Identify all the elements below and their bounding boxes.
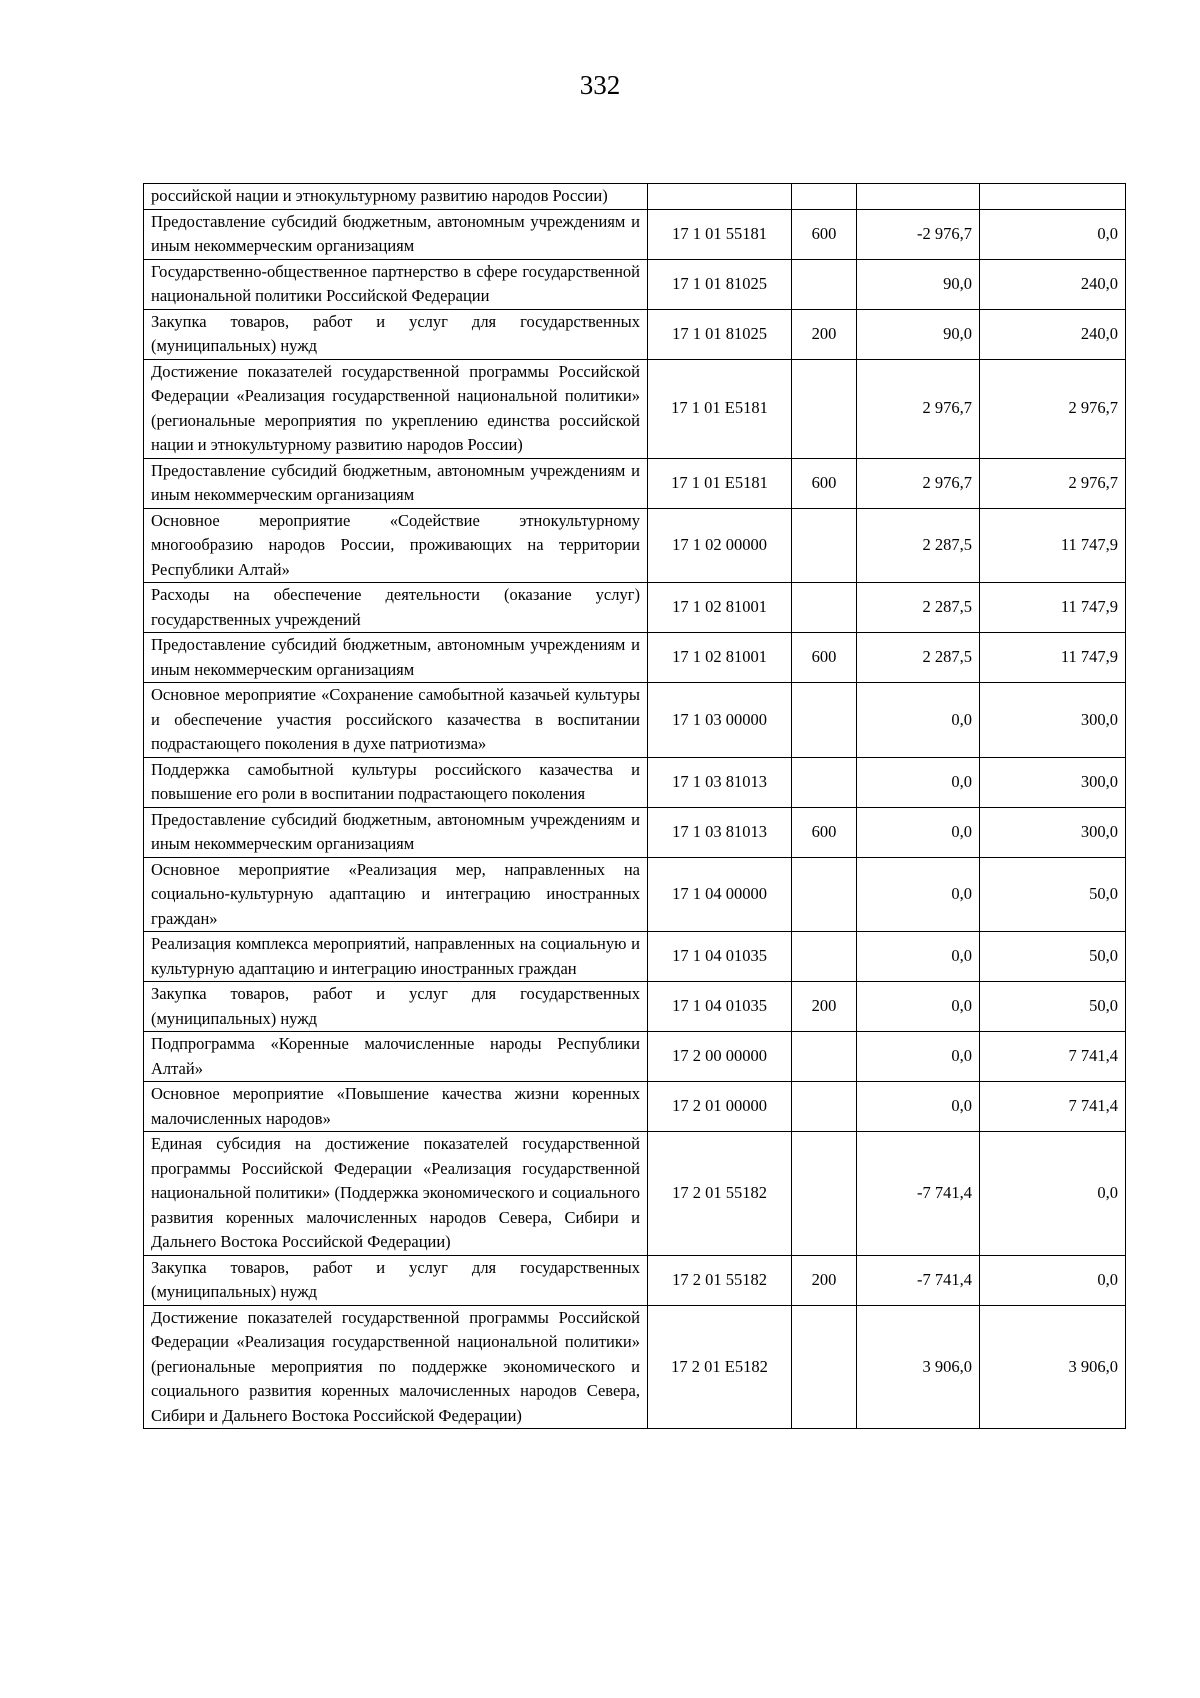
row-amount-year-1: 0,0	[857, 1082, 980, 1132]
row-expense-type: 200	[792, 309, 857, 359]
row-amount-year-1: 0,0	[857, 857, 980, 932]
row-description: Достижение показателей государственной программы Российской Федерации «Реализация государственной национальной политики» (региональные мероприятия по поддержке экономического и социального развития коренных малочисленных народов Севера, Сибири и Дальнего Востока Российской Федерации)	[144, 1305, 648, 1429]
row-description: Достижение показателей государственной программы Российской Федерации «Реализация государственной национальной политики» (региональные мероприятия по укреплению единства российской нации и этнокультурному развитию народов России)	[144, 359, 648, 458]
row-description: Основное мероприятие «Реализация мер, направленных на социально-культурную адаптацию и интеграцию иностранных граждан»	[144, 857, 648, 932]
row-description: Закупка товаров, работ и услуг для государственных (муниципальных) нужд	[144, 309, 648, 359]
row-amount-year-1: 2 976,7	[857, 458, 980, 508]
row-description: Реализация комплекса мероприятий, направленных на социальную и культурную адаптацию и интеграцию иностранных граждан	[144, 932, 648, 982]
row-amount-year-2: 11 747,9	[980, 508, 1126, 583]
row-target-code: 17 1 04 01035	[648, 932, 792, 982]
row-expense-type	[792, 683, 857, 758]
row-target-code: 17 1 02 81001	[648, 633, 792, 683]
table-row	[144, 757, 1126, 807]
row-description: Подпрограмма «Коренные малочисленные народы Республики Алтай»	[144, 1032, 648, 1082]
row-target-code: 17 1 01 E5181	[648, 458, 792, 508]
table-row	[144, 807, 1126, 857]
row-expense-type	[792, 508, 857, 583]
row-amount-year-1: 2 287,5	[857, 633, 980, 683]
row-amount-year-1: 90,0	[857, 259, 980, 309]
row-target-code: 17 1 01 E5181	[648, 359, 792, 458]
row-amount-year-2: 0,0	[980, 1132, 1126, 1256]
row-expense-type	[792, 1032, 857, 1082]
row-amount-year-1	[857, 184, 980, 210]
table-row	[144, 1082, 1126, 1132]
row-amount-year-2: 0,0	[980, 1255, 1126, 1305]
row-amount-year-2: 50,0	[980, 932, 1126, 982]
budget-table-body	[144, 184, 1126, 1429]
table-row	[144, 1032, 1126, 1082]
row-amount-year-2	[980, 184, 1126, 210]
row-description: Предоставление субсидий бюджетным, автономным учреждениям и иным некоммерческим организациям	[144, 209, 648, 259]
table-row	[144, 209, 1126, 259]
row-expense-type: 600	[792, 807, 857, 857]
row-target-code: 17 1 02 81001	[648, 583, 792, 633]
table-row	[144, 683, 1126, 758]
row-amount-year-2: 0,0	[980, 209, 1126, 259]
row-description: Предоставление субсидий бюджетным, автономным учреждениям и иным некоммерческим организациям	[144, 633, 648, 683]
budget-table	[143, 183, 1126, 1429]
row-expense-type: 600	[792, 209, 857, 259]
row-amount-year-2: 2 976,7	[980, 359, 1126, 458]
row-target-code: 17 2 01 E5182	[648, 1305, 792, 1429]
row-amount-year-2: 2 976,7	[980, 458, 1126, 508]
row-expense-type	[792, 259, 857, 309]
row-expense-type	[792, 757, 857, 807]
row-amount-year-2: 50,0	[980, 857, 1126, 932]
row-expense-type: 200	[792, 1255, 857, 1305]
row-expense-type	[792, 1305, 857, 1429]
row-description: Закупка товаров, работ и услуг для государственных (муниципальных) нужд	[144, 1255, 648, 1305]
row-description: Расходы на обеспечение деятельности (оказание услуг) государственных учреждений	[144, 583, 648, 633]
row-expense-type	[792, 1082, 857, 1132]
table-row	[144, 583, 1126, 633]
table-row	[144, 508, 1126, 583]
table-row	[144, 633, 1126, 683]
row-amount-year-1: 0,0	[857, 932, 980, 982]
row-expense-type	[792, 583, 857, 633]
row-description: Закупка товаров, работ и услуг для государственных (муниципальных) нужд	[144, 982, 648, 1032]
table-row	[144, 857, 1126, 932]
row-description: Поддержка самобытной культуры российского казачества и повышение его роли в воспитании подрастающего поколения	[144, 757, 648, 807]
row-target-code: 17 2 01 55182	[648, 1132, 792, 1256]
row-amount-year-2: 240,0	[980, 309, 1126, 359]
row-amount-year-1: 0,0	[857, 807, 980, 857]
row-target-code: 17 1 04 01035	[648, 982, 792, 1032]
table-row	[144, 359, 1126, 458]
row-amount-year-1: -2 976,7	[857, 209, 980, 259]
row-expense-type: 200	[792, 982, 857, 1032]
row-amount-year-1: 2 287,5	[857, 583, 980, 633]
row-expense-type	[792, 184, 857, 210]
row-amount-year-2: 3 906,0	[980, 1305, 1126, 1429]
row-amount-year-1: -7 741,4	[857, 1255, 980, 1305]
row-amount-year-1: 0,0	[857, 757, 980, 807]
row-amount-year-1: 0,0	[857, 982, 980, 1032]
table-row	[144, 932, 1126, 982]
row-target-code: 17 1 03 81013	[648, 807, 792, 857]
row-expense-type: 600	[792, 633, 857, 683]
row-amount-year-1: -7 741,4	[857, 1132, 980, 1256]
row-amount-year-1: 3 906,0	[857, 1305, 980, 1429]
row-target-code: 17 2 01 00000	[648, 1082, 792, 1132]
row-amount-year-2: 7 741,4	[980, 1082, 1126, 1132]
row-target-code: 17 2 01 55182	[648, 1255, 792, 1305]
row-target-code: 17 1 01 81025	[648, 309, 792, 359]
row-amount-year-2: 11 747,9	[980, 583, 1126, 633]
table-row	[144, 1305, 1126, 1429]
row-target-code: 17 1 03 81013	[648, 757, 792, 807]
row-description: Единая субсидия на достижение показателей государственной программы Российской Федерации «Реализация государственной национальной политики» (Поддержка экономического и социального развития коренных малочисленных народов Севера, Сибири и Дальнего Востока Российской Федерации)	[144, 1132, 648, 1256]
row-target-code	[648, 184, 792, 210]
row-expense-type	[792, 857, 857, 932]
row-target-code: 17 1 02 00000	[648, 508, 792, 583]
page-number: 332	[579, 70, 621, 100]
row-expense-type	[792, 359, 857, 458]
row-expense-type: 600	[792, 458, 857, 508]
row-description: российской нации и этнокультурному развитию народов России)	[144, 184, 648, 210]
table-row	[144, 982, 1126, 1032]
row-amount-year-2: 7 741,4	[980, 1032, 1126, 1082]
row-amount-year-1: 0,0	[857, 683, 980, 758]
row-description: Государственно-общественное партнерство в сфере государственной национальной политики Российской Федерации	[144, 259, 648, 309]
row-description: Основное мероприятие «Содействие этнокультурному многообразию народов России, проживающих на территории Республики Алтай»	[144, 508, 648, 583]
row-amount-year-2: 50,0	[980, 982, 1126, 1032]
row-amount-year-2: 300,0	[980, 683, 1126, 758]
row-amount-year-2: 300,0	[980, 757, 1126, 807]
row-amount-year-1: 90,0	[857, 309, 980, 359]
table-row	[144, 1255, 1126, 1305]
row-amount-year-1: 2 287,5	[857, 508, 980, 583]
row-description: Предоставление субсидий бюджетным, автономным учреждениям и иным некоммерческим организациям	[144, 807, 648, 857]
row-amount-year-1: 2 976,7	[857, 359, 980, 458]
row-description: Предоставление субсидий бюджетным, автономным учреждениям и иным некоммерческим организациям	[144, 458, 648, 508]
row-expense-type	[792, 932, 857, 982]
row-description: Основное мероприятие «Повышение качества жизни коренных малочисленных народов»	[144, 1082, 648, 1132]
row-target-code: 17 1 01 55181	[648, 209, 792, 259]
table-row	[144, 309, 1126, 359]
table-row	[144, 458, 1126, 508]
row-target-code: 17 1 04 00000	[648, 857, 792, 932]
row-amount-year-2: 11 747,9	[980, 633, 1126, 683]
row-expense-type	[792, 1132, 857, 1256]
table-row	[144, 1132, 1126, 1256]
row-amount-year-2: 240,0	[980, 259, 1126, 309]
row-target-code: 17 1 03 00000	[648, 683, 792, 758]
table-row	[144, 259, 1126, 309]
table-row	[144, 184, 1126, 210]
row-amount-year-1: 0,0	[857, 1032, 980, 1082]
row-target-code: 17 1 01 81025	[648, 259, 792, 309]
row-description: Основное мероприятие «Сохранение самобытной казачьей культуры и обеспечение участия российского казачества в воспитании подрастающего поколения в духе патриотизма»	[144, 683, 648, 758]
row-target-code: 17 2 00 00000	[648, 1032, 792, 1082]
row-amount-year-2: 300,0	[980, 807, 1126, 857]
